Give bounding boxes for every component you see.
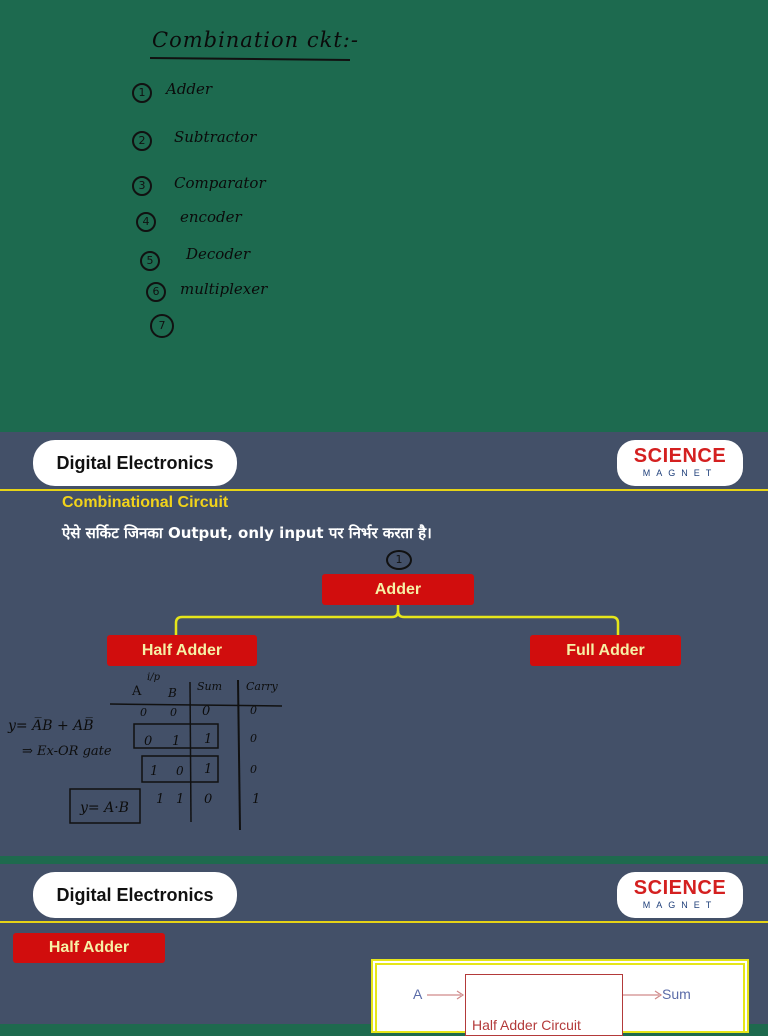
board-item-number: 4 [136, 212, 156, 232]
board-item-number: 6 [146, 282, 166, 302]
slide-description: ऐसे सर्किट जिनका Output, only input पर निर्भर करता है। [62, 524, 432, 542]
board-item-number: 1 [132, 83, 152, 103]
board-item-label: Decoder [186, 245, 250, 263]
truth-row-carry: 0 [250, 732, 257, 745]
science-magnet-logo [617, 440, 743, 486]
full-adder-box: Full Adder [530, 635, 681, 666]
slide-combinational-circuit [0, 432, 768, 856]
equation-sum: y= A̅B + AB̅ [8, 718, 94, 734]
equation-xor: ⇒ Ex-OR gate [22, 744, 112, 759]
circuit-input-a: A [413, 986, 423, 1002]
logo-text-top: SCIENCE [633, 445, 727, 467]
circuit-label: Half Adder Circuit [472, 1017, 581, 1033]
science-magnet-logo [617, 872, 743, 918]
half-adder-circuit-block [465, 974, 623, 1036]
tree-connector [170, 605, 630, 637]
board-item-label: multiplexer [180, 280, 268, 298]
half-adder-box: Half Adder [107, 635, 257, 666]
header-divider [0, 489, 768, 491]
slide-header-title: Digital Electronics [33, 872, 237, 918]
col-carry-header: Carry [246, 680, 278, 693]
board-item-label: Adder [166, 80, 213, 98]
truth-row-a: 1 [150, 764, 159, 779]
col-a-header: A [132, 684, 142, 699]
truth-row-b: 1 [176, 792, 185, 807]
whiteboard [0, 0, 768, 432]
board-item-number: 3 [132, 176, 152, 196]
logo-text-bottom: MAGNET [642, 468, 718, 478]
truth-row-sum: 0 [202, 704, 211, 719]
truth-row-b: 1 [172, 734, 181, 749]
truth-row-carry: 1 [252, 792, 261, 807]
half-adder-section-box: Half Adder [13, 933, 165, 963]
board-title: Combination ckt:- [152, 28, 359, 52]
ip-label: i/p [147, 672, 160, 683]
input-arrow [425, 988, 465, 1002]
output-arrow [621, 988, 665, 1002]
slide-header-title: Digital Electronics [33, 440, 237, 486]
col-sum-header: Sum [197, 680, 223, 693]
header-divider [0, 921, 768, 923]
circuit-output-sum: Sum [662, 986, 691, 1002]
truth-row-a: 0 [140, 706, 167, 719]
board-item-label: Comparator [174, 174, 266, 192]
slide-subtitle: Combinational Circuit [62, 494, 229, 511]
board-item-label: Subtractor [174, 128, 257, 146]
truth-row-sum: 1 [204, 762, 213, 777]
truth-row-carry: 0 [250, 704, 257, 717]
slide-separator [0, 856, 768, 864]
truth-row-sum: 0 [204, 792, 213, 807]
logo-text-top: SCIENCE [633, 877, 727, 899]
board-item-label: encoder [180, 208, 242, 226]
truth-row-a: 0 [144, 734, 153, 749]
truth-row-carry: 0 [250, 763, 257, 776]
equation-carry: y= A·B [80, 800, 129, 816]
truth-row-b: 0 [176, 764, 184, 778]
col-b-header: B [168, 686, 177, 700]
truth-row-sum: 1 [204, 732, 213, 747]
marker-number: 1 [386, 550, 412, 570]
board-item-number: 7 [150, 314, 174, 338]
truth-row-a: 1 [156, 792, 165, 807]
board-item-number: 2 [132, 131, 152, 151]
board-title-underline [150, 57, 350, 61]
board-item-number: 5 [140, 251, 160, 271]
adder-box: Adder [322, 574, 474, 605]
truth-row-b: 0 [170, 706, 177, 719]
logo-text-bottom: MAGNET [642, 900, 718, 910]
